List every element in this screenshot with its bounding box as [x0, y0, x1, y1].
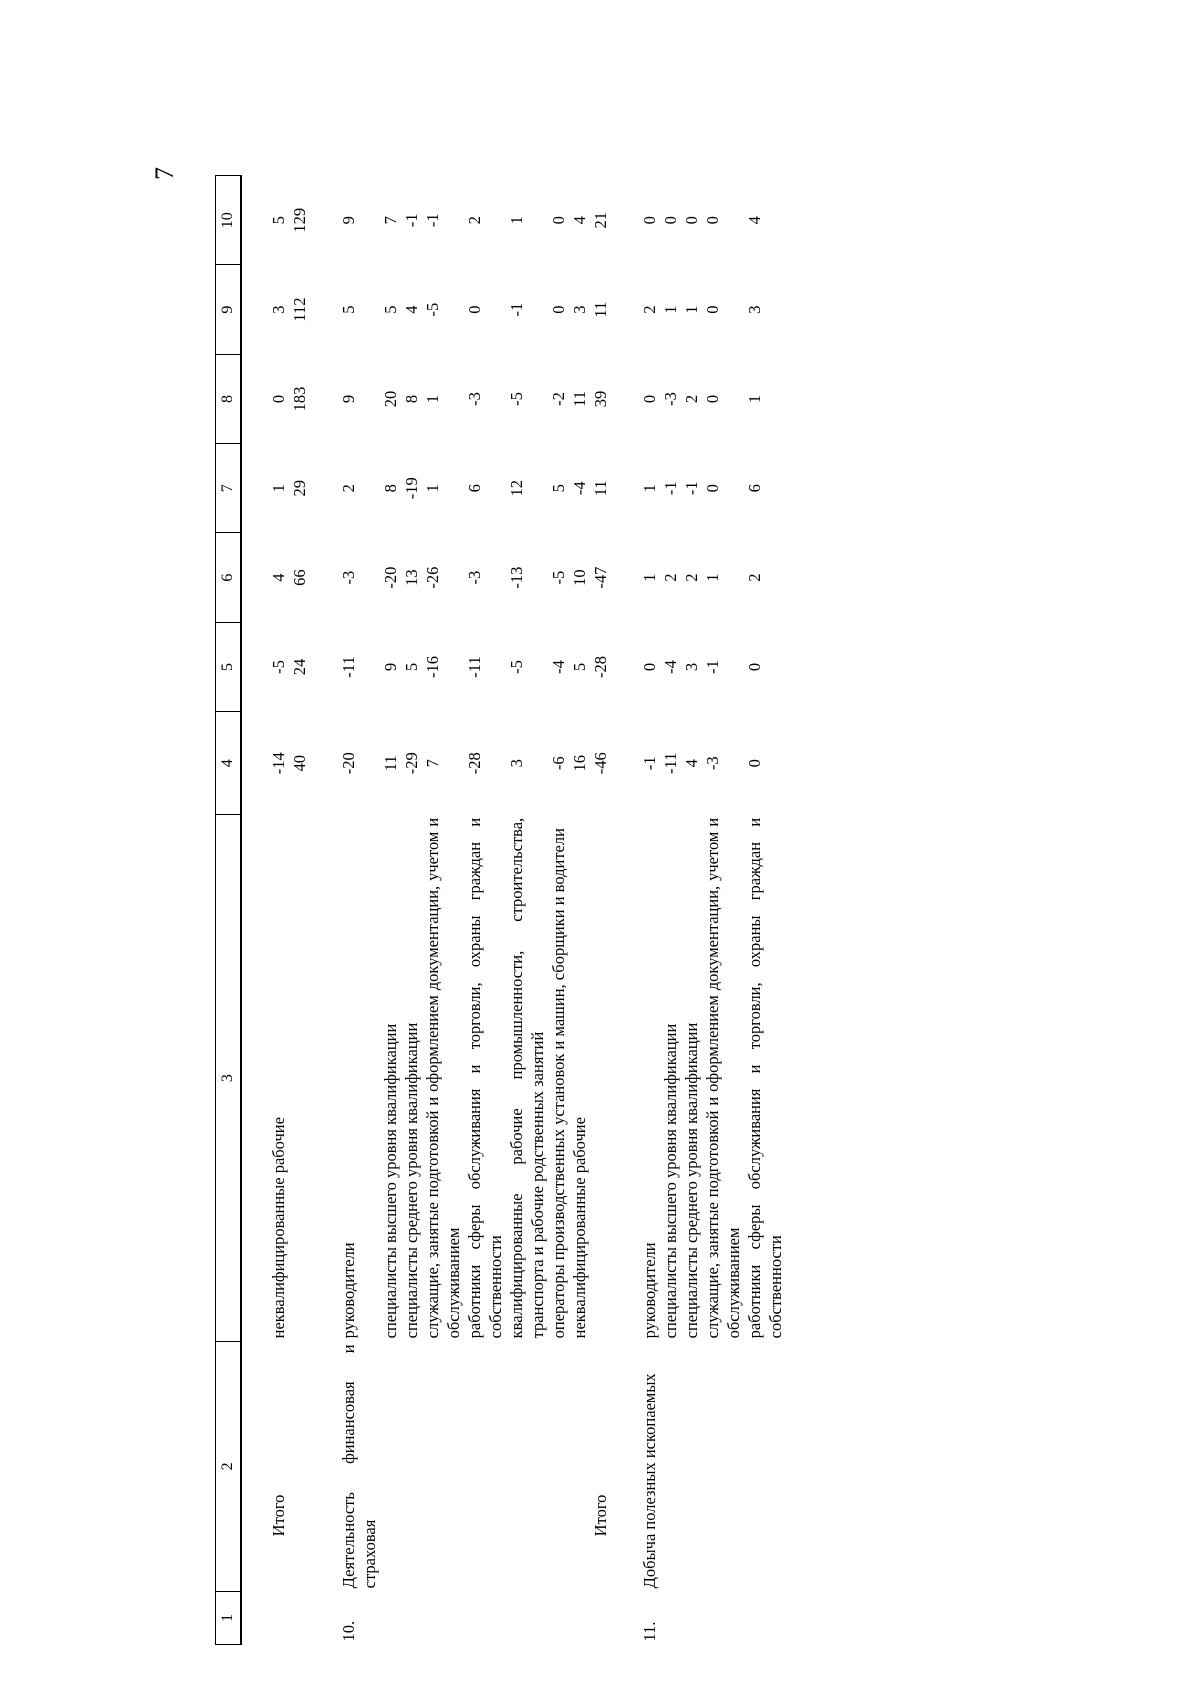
value-cell-col-9: 2	[640, 305, 659, 314]
value-cell-col-10: 4	[570, 216, 589, 225]
value-cell-col-9: 3	[570, 305, 589, 314]
value-cell-col-9: 0	[465, 305, 484, 314]
value-cell-col-9: 11	[591, 301, 610, 318]
value-cell-col-6: 1	[703, 573, 722, 582]
table-row	[464, 176, 506, 1645]
value-cell-col-7: 1	[423, 484, 442, 493]
value-cell-col-8: 39	[591, 390, 610, 408]
value-cell-col-10: 7	[381, 216, 400, 225]
occupation-group: операторы производственных установок и машин, сборщики и водители	[549, 828, 568, 1339]
value-cell-col-9: 1	[682, 305, 701, 314]
value-cell-col-9: 3	[745, 305, 764, 314]
table-row	[681, 176, 702, 1645]
industry-name	[401, 1341, 422, 1591]
value-cell-col-9: 4	[402, 305, 421, 314]
row-number	[289, 1591, 310, 1644]
value-cell-col-6: -26	[423, 566, 442, 589]
value-cell-col-7: 0	[703, 484, 722, 493]
industry-name	[506, 1341, 548, 1591]
value-cell-col-5: 24	[290, 658, 309, 676]
value-cell-col-7: 5	[549, 484, 568, 493]
value-cell-col-6: -3	[339, 570, 358, 585]
value-cell-col-5: -11	[339, 656, 358, 678]
value-cell-col-10: 5	[269, 216, 288, 225]
value-cell-col-8: 9	[339, 394, 358, 404]
value-cell-col-9: 3	[269, 305, 288, 314]
row-number	[702, 1591, 744, 1644]
value-cell-col-7: -4	[570, 481, 589, 496]
table-row	[639, 176, 660, 1645]
occupation-group: квалифицированные рабочие промышленности, строительства, транспорта и рабочие родственных занятий	[507, 817, 547, 1339]
value-cell-col-4: -14	[269, 752, 288, 775]
occupation-group: работники сферы обслуживания и торговли, охраны граждан и собственности	[465, 817, 505, 1339]
table-row	[702, 176, 744, 1645]
table-row	[268, 176, 289, 1645]
row-number	[548, 1591, 569, 1644]
value-cell-col-5: 3	[682, 662, 701, 672]
value-cell-col-4: -11	[661, 752, 680, 774]
value-cell-col-5: -4	[661, 660, 680, 674]
industry-name: Итого	[269, 1494, 288, 1537]
industry-name	[744, 1341, 786, 1591]
table-row	[548, 176, 569, 1645]
value-cell-col-10: 0	[703, 216, 722, 225]
value-cell-col-8: 0	[640, 394, 659, 404]
row-number	[506, 1591, 548, 1644]
value-cell-col-7: 6	[465, 484, 484, 493]
occupation-group: специалисты среднего уровня квалификации	[402, 1022, 421, 1339]
value-cell-col-6: 4	[269, 573, 288, 582]
value-cell-col-8: 20	[381, 390, 400, 408]
value-cell-col-5: 9	[381, 662, 400, 672]
value-cell-col-10: 0	[661, 216, 680, 225]
row-number: 11.	[640, 1621, 659, 1642]
industry-name	[681, 1341, 702, 1591]
table-row	[380, 176, 401, 1645]
value-cell-col-7: 8	[381, 484, 400, 493]
industry-name	[289, 1341, 310, 1591]
value-cell-col-10: 129	[290, 207, 309, 233]
row-number	[569, 1591, 590, 1644]
value-cell-col-8: 1	[423, 394, 442, 404]
value-cell-col-4: -1	[640, 756, 659, 771]
value-cell-col-8: -2	[549, 392, 568, 406]
row-number	[464, 1591, 506, 1644]
value-cell-col-6: -47	[591, 566, 610, 589]
value-cell-col-8: 0	[703, 394, 722, 404]
table-row	[422, 176, 464, 1645]
value-cell-col-5: -5	[507, 660, 526, 674]
value-cell-col-7: -1	[682, 481, 701, 496]
value-cell-col-7: 1	[269, 484, 288, 493]
industry-name	[548, 1341, 569, 1591]
data-table-rotated	[215, 175, 975, 1645]
value-cell-col-6: 66	[290, 569, 309, 586]
value-cell-col-7: 11	[591, 480, 610, 497]
industry-name: Деятельность финансовая и страховая	[339, 1344, 379, 1589]
value-cell-col-4: -3	[703, 756, 722, 771]
value-cell-col-10: 4	[745, 216, 764, 225]
value-cell-col-6: 13	[402, 569, 421, 586]
value-cell-col-5: -5	[269, 660, 288, 674]
value-cell-col-8: 11	[570, 391, 589, 407]
value-cell-col-9: 112	[290, 297, 309, 322]
value-cell-col-4: -28	[465, 752, 484, 775]
value-cell-col-6: -3	[465, 570, 484, 585]
value-cell-col-5: -1	[703, 660, 722, 674]
value-cell-col-9: 1	[661, 305, 680, 314]
col-header-1: 1	[216, 1591, 242, 1644]
value-cell-col-10: -1	[402, 213, 421, 228]
row-number	[681, 1591, 702, 1644]
value-cell-col-6: 1	[640, 573, 659, 582]
value-cell-col-6: 2	[682, 573, 701, 582]
occupation-group: служащие, занятые подготовкой и оформлением документации, учетом и обслуживанием	[703, 817, 743, 1339]
value-cell-col-10: 9	[339, 216, 358, 225]
occupation-group: неквалифицированные рабочие	[570, 1117, 589, 1339]
occupation-group: работники сферы обслуживания и торговли, охраны граждан и собственности	[745, 817, 785, 1339]
occupation-group: служащие, занятые подготовкой и оформлением документации, учетом и обслуживанием	[423, 817, 463, 1339]
value-cell-col-5: -28	[591, 655, 610, 678]
row-number	[422, 1591, 464, 1644]
industry-name: Добыча полезных ископаемых	[640, 1373, 659, 1589]
value-cell-col-4: 3	[507, 759, 526, 768]
occupation-group	[590, 815, 611, 1342]
value-cell-col-8: 1	[745, 394, 764, 404]
value-cell-col-6: -13	[507, 566, 526, 589]
row-number: 10.	[339, 1620, 358, 1642]
value-cell-col-9: 5	[339, 305, 358, 314]
col-header-7: 7	[216, 444, 242, 533]
data-table	[215, 175, 786, 1645]
value-cell-col-8: 8	[402, 394, 421, 404]
value-cell-col-8: -3	[661, 392, 680, 406]
col-header-2: 2	[216, 1341, 242, 1591]
value-cell-col-5: -16	[423, 655, 442, 678]
value-cell-col-4: 11	[381, 755, 400, 772]
table-header-row	[216, 176, 242, 1645]
value-cell-col-6: 2	[661, 573, 680, 582]
value-cell-col-8: -5	[507, 392, 526, 406]
value-cell-col-7: -19	[402, 477, 421, 500]
value-cell-col-7: 12	[507, 480, 526, 497]
value-cell-col-4: 0	[745, 759, 764, 768]
value-cell-col-5: 5	[402, 662, 421, 672]
col-header-5: 5	[216, 622, 242, 711]
table-body	[241, 176, 786, 1645]
value-cell-col-4: 4	[682, 759, 701, 768]
row-number	[268, 1591, 289, 1644]
block-gap-row	[310, 176, 338, 1645]
occupation-group: специалисты высшего уровня квалификации	[381, 1023, 400, 1339]
value-cell-col-6: 2	[745, 573, 764, 582]
row-number	[380, 1591, 401, 1644]
industry-name	[380, 1341, 401, 1591]
industry-name	[464, 1341, 506, 1591]
value-cell-col-10: 0	[682, 216, 701, 225]
value-cell-col-4: -46	[591, 752, 610, 775]
occupation-group: неквалифицированные рабочие	[269, 1117, 288, 1339]
table-row	[401, 176, 422, 1645]
col-header-4: 4	[216, 712, 242, 815]
value-cell-col-10: 0	[549, 216, 568, 225]
col-header-9: 9	[216, 265, 242, 354]
value-cell-col-10: -1	[423, 213, 442, 228]
industry-name	[660, 1341, 681, 1591]
value-cell-col-10: 1	[507, 216, 526, 225]
value-cell-col-8: 0	[269, 394, 288, 404]
value-cell-col-6: -5	[549, 570, 568, 585]
table-row	[569, 176, 590, 1645]
table-row	[289, 176, 310, 1645]
col-header-3: 3	[216, 815, 242, 1342]
col-header-8: 8	[216, 354, 242, 443]
value-cell-col-10: 2	[465, 216, 484, 225]
industry-name	[702, 1341, 744, 1591]
value-cell-col-7: 1	[640, 484, 659, 493]
spacer-row	[241, 176, 268, 1645]
value-cell-col-4: 40	[290, 755, 309, 772]
value-cell-col-5: -11	[465, 656, 484, 678]
value-cell-col-8: -3	[465, 392, 484, 406]
occupation-group: руководители	[339, 1242, 358, 1339]
value-cell-col-5: -4	[549, 660, 568, 674]
occupation-group: руководители	[640, 1242, 659, 1339]
value-cell-col-7: -1	[661, 481, 680, 496]
value-cell-col-4: -20	[339, 752, 358, 775]
value-cell-col-10: 0	[640, 216, 659, 225]
table-row	[744, 176, 786, 1645]
value-cell-col-6: 10	[570, 569, 589, 586]
value-cell-col-8: 2	[682, 394, 701, 404]
industry-name	[569, 1341, 590, 1591]
value-cell-col-6: -20	[381, 566, 400, 589]
value-cell-col-8: 183	[290, 386, 309, 412]
row-number	[401, 1591, 422, 1644]
value-cell-col-9: -5	[423, 302, 442, 317]
page-number: 7	[150, 167, 179, 180]
block-gap-row	[611, 176, 639, 1645]
col-header-10: 10	[216, 176, 242, 265]
value-cell-col-4: -6	[549, 756, 568, 771]
industry-name: Итого	[591, 1494, 610, 1537]
industry-name	[422, 1341, 464, 1591]
occupation-group: специалисты среднего уровня квалификации	[682, 1022, 701, 1339]
value-cell-col-7: 6	[745, 484, 764, 493]
row-number	[744, 1591, 786, 1644]
value-cell-col-4: -29	[402, 752, 421, 775]
value-cell-col-5: 0	[745, 662, 764, 672]
table-row	[660, 176, 681, 1645]
table-row	[506, 176, 548, 1645]
occupation-group	[289, 815, 310, 1342]
row-number	[590, 1591, 611, 1644]
table-row	[590, 176, 611, 1645]
value-cell-col-4: 7	[423, 759, 442, 768]
value-cell-col-7: 29	[290, 480, 309, 497]
value-cell-col-9: 0	[703, 305, 722, 314]
value-cell-col-5: 5	[570, 662, 589, 672]
value-cell-col-4: 16	[570, 755, 589, 772]
value-cell-col-7: 2	[339, 484, 358, 493]
value-cell-col-9: 0	[549, 305, 568, 314]
value-cell-col-10: 21	[591, 211, 610, 229]
value-cell-col-5: 0	[640, 662, 659, 672]
col-header-6: 6	[216, 533, 242, 622]
table-row	[338, 176, 380, 1645]
row-number	[660, 1591, 681, 1644]
value-cell-col-9: 5	[381, 305, 400, 314]
occupation-group: специалисты высшего уровня квалификации	[661, 1023, 680, 1339]
value-cell-col-9: -1	[507, 302, 526, 317]
